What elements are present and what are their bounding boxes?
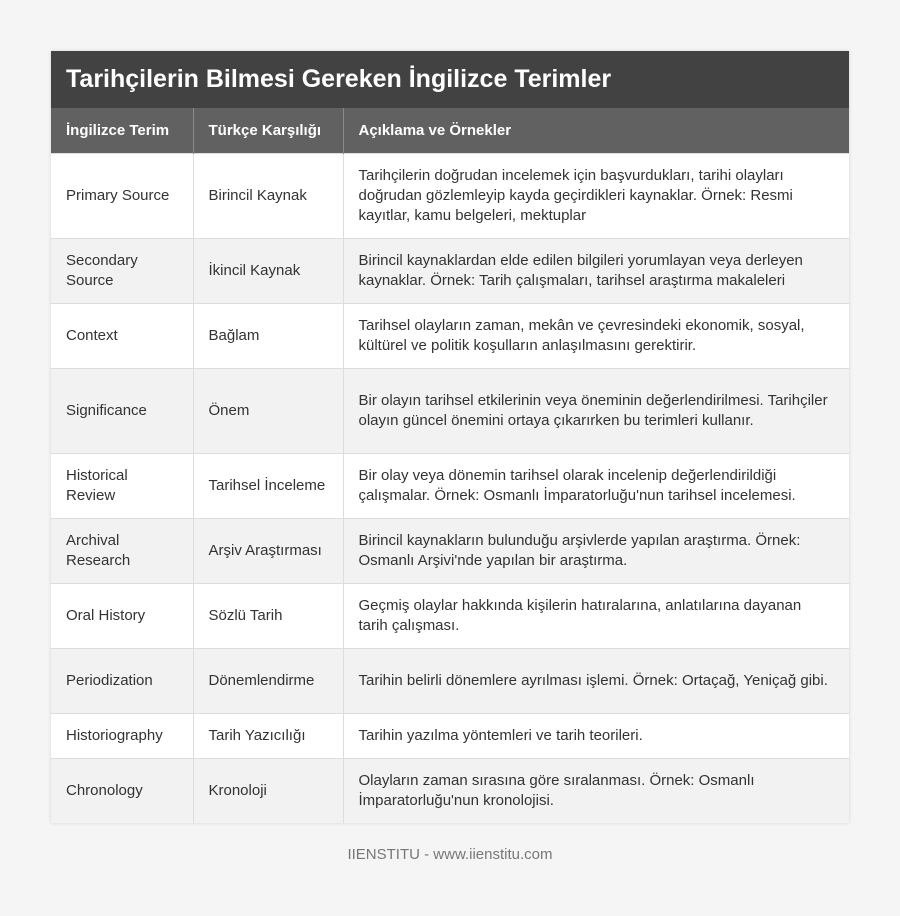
cell-description: Bir olay veya dönemin tarihsel olarak incelenip değerlendirildiği çalışmalar. Örnek: Osmanlı İmparatorluğu'nun tarihsel incelemesi.	[343, 453, 849, 518]
cell-english-term: Historical Review	[51, 453, 193, 518]
cell-english-term: Historiography	[51, 713, 193, 758]
cell-english-term: Primary Source	[51, 153, 193, 238]
table-row	[51, 238, 849, 303]
header-turkish-equivalent: Türkçe Karşılığı	[193, 108, 343, 153]
cell-english-term: Oral History	[51, 583, 193, 648]
table-row	[51, 153, 849, 238]
table-row	[51, 713, 849, 758]
cell-english-term: Chronology	[51, 758, 193, 823]
table-row	[51, 648, 849, 713]
cell-description: Birincil kaynaklardan elde edilen bilgileri yorumlayan veya derleyen kaynaklar. Örnek: Tarih çalışmaları, tarihsel araştırma makaleleri	[343, 238, 849, 303]
header-description: Açıklama ve Örnekler	[343, 108, 849, 153]
terms-table-card	[51, 51, 849, 823]
cell-description: Olayların zaman sırasına göre sıralanması. Örnek: Osmanlı İmparatorluğu'nun kronolojisi.	[343, 758, 849, 823]
cell-turkish-term: Sözlü Tarih	[193, 583, 343, 648]
cell-description: Tarihçilerin doğrudan incelemek için başvurdukları, tarihi olayları doğrudan gözlemleyip kayda geçirdikleri kaynaklar. Örnek: Resmi kayıtlar, kamu belgeleri, mektuplar	[343, 153, 849, 238]
table-row	[51, 303, 849, 368]
header-english-term: İngilizce Terim	[51, 108, 193, 153]
terms-table	[51, 108, 849, 823]
cell-english-term: Secondary Source	[51, 238, 193, 303]
cell-turkish-term: İkincil Kaynak	[193, 238, 343, 303]
table-row	[51, 583, 849, 648]
cell-description: Tarihin yazılma yöntemleri ve tarih teorileri.	[343, 713, 849, 758]
cell-description: Geçmiş olaylar hakkında kişilerin hatıralarına, anlatılarına dayanan tarih çalışması.	[343, 583, 849, 648]
table-header-row	[51, 108, 849, 153]
cell-turkish-term: Dönemlendirme	[193, 648, 343, 713]
cell-description: Tarihsel olayların zaman, mekân ve çevresindeki ekonomik, sosyal, kültürel ve politik koşulların anlaşılmasını gerektirir.	[343, 303, 849, 368]
cell-turkish-term: Kronoloji	[193, 758, 343, 823]
cell-description: Birincil kaynakların bulunduğu arşivlerde yapılan araştırma. Örnek: Osmanlı Arşivi'nde yapılan bir araştırma.	[343, 518, 849, 583]
footer-credit: IIENSTITU - www.iienstitu.com	[347, 846, 553, 863]
cell-turkish-term: Bağlam	[193, 303, 343, 368]
cell-english-term: Context	[51, 303, 193, 368]
cell-turkish-term: Tarihsel İnceleme	[193, 453, 343, 518]
cell-turkish-term: Tarih Yazıcılığı	[193, 713, 343, 758]
table-row	[51, 758, 849, 823]
table-title: Tarihçilerin Bilmesi Gereken İngilizce Terimler	[51, 51, 849, 108]
cell-english-term: Archival Research	[51, 518, 193, 583]
cell-turkish-term: Birincil Kaynak	[193, 153, 343, 238]
cell-turkish-term: Önem	[193, 368, 343, 453]
cell-english-term: Significance	[51, 368, 193, 453]
table-row	[51, 453, 849, 518]
cell-description: Bir olayın tarihsel etkilerinin veya öneminin değerlendirilmesi. Tarihçiler olayın güncel önemini ortaya çıkarırken bu terimleri kullanır.	[343, 368, 849, 453]
table-row	[51, 368, 849, 453]
cell-turkish-term: Arşiv Araştırması	[193, 518, 343, 583]
cell-english-term: Periodization	[51, 648, 193, 713]
cell-description: Tarihin belirli dönemlere ayrılması işlemi. Örnek: Ortaçağ, Yeniçağ gibi.	[343, 648, 849, 713]
table-row	[51, 518, 849, 583]
